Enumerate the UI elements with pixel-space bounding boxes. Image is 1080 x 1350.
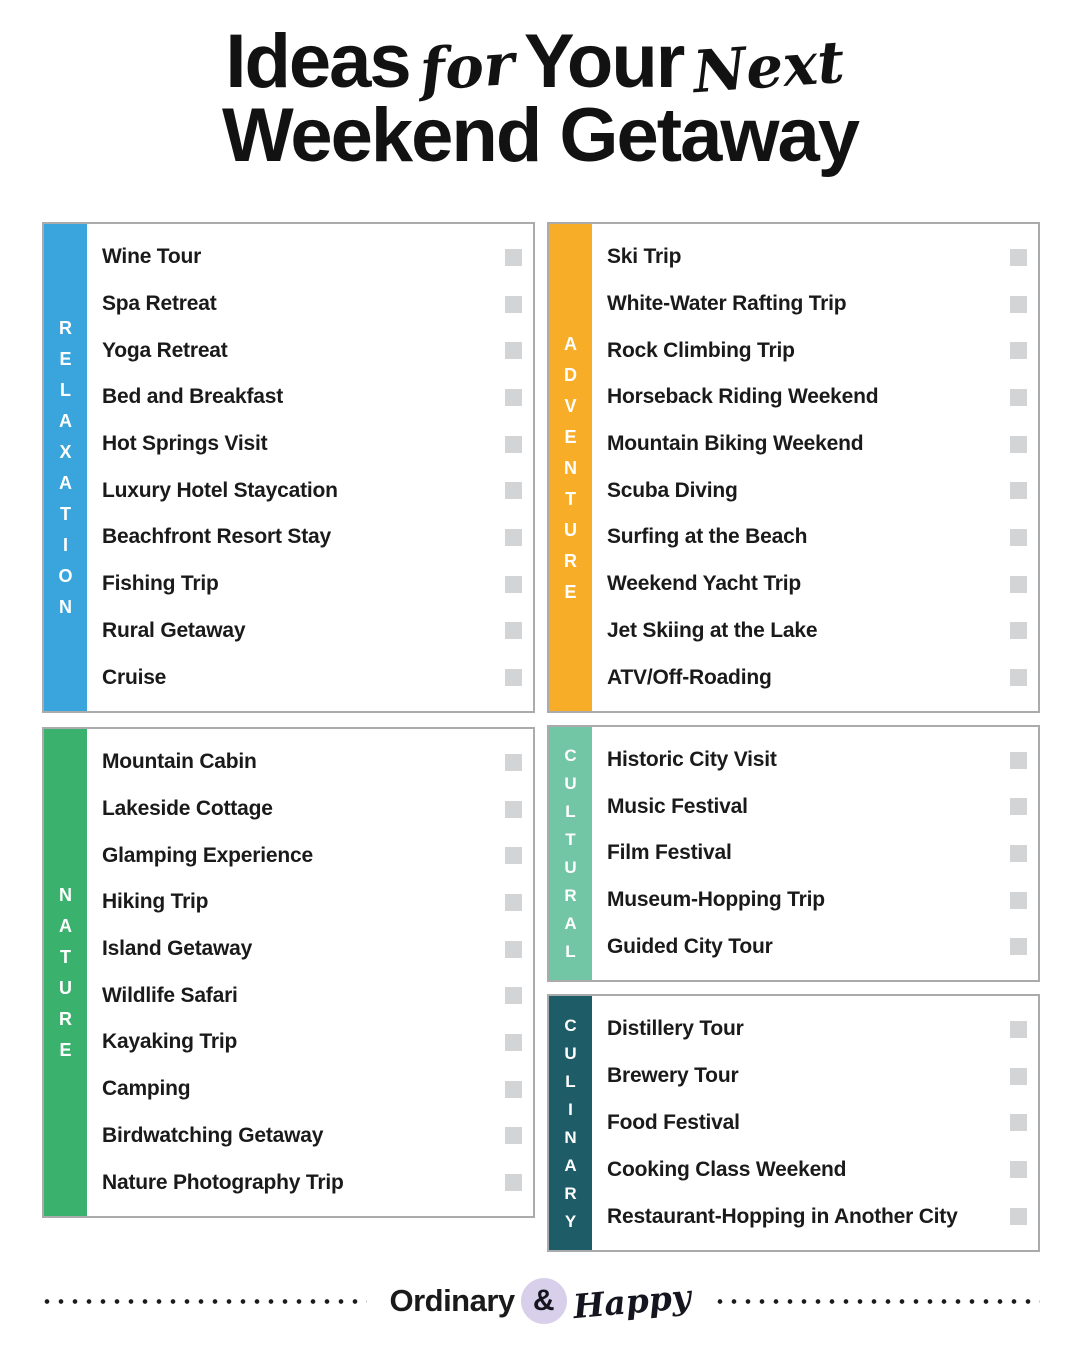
checklist-item [102, 619, 522, 643]
item-label: Glamping Experience [102, 843, 313, 867]
item-checkbox[interactable] [1010, 296, 1027, 313]
item-label: Luxury Hotel Staycation [102, 478, 338, 502]
item-checkbox[interactable] [505, 847, 522, 864]
sidebar-letter: R [59, 1009, 72, 1029]
sidebar-letter: L [565, 1071, 576, 1091]
item-checkbox[interactable] [1010, 1114, 1027, 1131]
checklist-item [102, 385, 522, 409]
item-label: Rural Getaway [102, 618, 246, 642]
item-label: Music Festival [607, 794, 748, 818]
sidebar-letter: I [568, 1099, 573, 1119]
title-word-ideas: Ideas [225, 19, 410, 104]
checklist-item [607, 935, 1027, 959]
sidebar-letter: T [60, 504, 71, 524]
sidebar-letter: X [59, 442, 72, 462]
item-checkbox[interactable] [1010, 845, 1027, 862]
sidebar-letter: E [59, 349, 72, 369]
item-checkbox[interactable] [1010, 752, 1027, 769]
checklist-item [102, 750, 522, 774]
item-checkbox[interactable] [1010, 669, 1027, 686]
title-word-your: Your [523, 19, 684, 104]
item-checkbox[interactable] [1010, 529, 1027, 546]
item-checkbox[interactable] [1010, 436, 1027, 453]
section-cultural-sidebar [549, 727, 592, 980]
item-checkbox[interactable] [505, 622, 522, 639]
sidebar-letter: U [59, 978, 72, 998]
item-label: Food Festival [607, 1110, 740, 1134]
item-checkbox[interactable] [505, 576, 522, 593]
sidebar-letter: R [59, 318, 72, 338]
checklist-item [607, 666, 1027, 690]
section-relaxation-items [87, 224, 533, 711]
item-label: Museum-Hopping Trip [607, 888, 825, 912]
checklist-item [607, 748, 1027, 772]
checklist-item [607, 292, 1027, 316]
sidebar-letter: N [59, 597, 72, 617]
sidebar-letter: A [564, 1155, 577, 1175]
sidebar-letter: T [565, 830, 576, 849]
item-label: Scuba Diving [607, 478, 738, 502]
checklist-item [102, 666, 522, 690]
checklist-item [607, 1064, 1027, 1088]
footer [0, 1252, 1080, 1350]
checklist-item [607, 1205, 1027, 1229]
brand-ampersand-badge: & [521, 1278, 567, 1324]
checklist-item [607, 479, 1027, 503]
item-label: Surfing at the Beach [607, 525, 808, 549]
item-checkbox[interactable] [1010, 938, 1027, 955]
item-checkbox[interactable] [1010, 1161, 1027, 1178]
item-checkbox[interactable] [505, 249, 522, 266]
item-label: Mountain Biking Weekend [607, 432, 864, 456]
section-relaxation [42, 222, 535, 713]
checklist-item [102, 245, 522, 269]
checklist-item [102, 797, 522, 821]
brand-logo [383, 1278, 696, 1324]
sidebar-letter: C [564, 746, 577, 765]
sidebar-letter: Y [564, 1211, 577, 1231]
section-culinary-sidebar [549, 996, 592, 1250]
item-label: Wine Tour [102, 245, 202, 269]
checklist-item [102, 292, 522, 316]
checklist-item [607, 888, 1027, 912]
checklist-item [607, 525, 1027, 549]
checklist-item [102, 1124, 522, 1148]
item-label: Lakeside Cottage [102, 797, 273, 821]
sidebar-letter: R [564, 886, 577, 905]
sidebar-letter: R [564, 1183, 577, 1203]
item-label: White-Water Rafting Trip [607, 292, 847, 316]
item-label: Cooking Class Weekend [607, 1157, 847, 1181]
item-label: Weekend Yacht Trip [607, 572, 802, 596]
checklist-item [607, 795, 1027, 819]
item-checkbox[interactable] [505, 389, 522, 406]
item-label: Nature Photography Trip [102, 1170, 344, 1194]
dotted-line-left [40, 1299, 367, 1304]
item-checkbox[interactable] [505, 482, 522, 499]
checklist-item [607, 1111, 1027, 1135]
checklist-item [607, 572, 1027, 596]
sidebar-letter: A [59, 916, 72, 936]
checklist-item [607, 245, 1027, 269]
sidebar-letter: N [59, 885, 72, 905]
item-checkbox[interactable] [505, 669, 522, 686]
sidebar-letter: U [564, 858, 577, 877]
checklist-item [102, 844, 522, 868]
sidebar-letter: T [565, 488, 576, 509]
sidebar-letter: E [564, 581, 577, 602]
brand-ordinary: Ordinary [389, 1283, 515, 1318]
item-label: Brewery Tour [607, 1064, 739, 1088]
checklist-item [102, 937, 522, 961]
checklist-item [607, 1158, 1027, 1182]
sidebar-letter: U [564, 774, 577, 793]
checklist-item [102, 432, 522, 456]
section-culinary [547, 994, 1040, 1252]
sidebar-letter: I [62, 535, 68, 555]
sidebar-letter: A [59, 411, 72, 431]
item-checkbox[interactable] [505, 754, 522, 771]
item-checkbox[interactable] [1010, 622, 1027, 639]
sidebar-letter: L [565, 802, 576, 821]
item-checkbox[interactable] [505, 436, 522, 453]
item-label: Beachfront Resort Stay [102, 525, 331, 549]
page-title [0, 0, 1080, 222]
sidebar-letter: V [564, 395, 577, 416]
sidebar-letter: T [60, 947, 71, 967]
item-label: Guided City Tour [607, 934, 773, 958]
item-label: Jet Skiing at the Lake [607, 618, 818, 642]
sidebar-letter: L [60, 380, 71, 400]
checklist-item [102, 984, 522, 1008]
sidebar-letter: A [59, 473, 72, 493]
sidebar-letter: E [59, 1040, 72, 1060]
section-adventure [547, 222, 1040, 713]
item-label: Historic City Visit [607, 748, 777, 772]
sections-grid [0, 222, 1080, 1252]
item-checkbox[interactable] [1010, 1021, 1027, 1038]
section-nature [42, 727, 535, 1218]
checklist-item [607, 339, 1027, 363]
item-label: Horseback Riding Weekend [607, 385, 879, 409]
item-checkbox[interactable] [505, 529, 522, 546]
right-column [547, 222, 1040, 1252]
item-label: Fishing Trip [102, 572, 219, 596]
item-label: Distillery Tour [607, 1017, 744, 1041]
item-checkbox[interactable] [1010, 798, 1027, 815]
sidebar-letter: R [564, 550, 577, 571]
item-label: Hiking Trip [102, 890, 209, 914]
checklist-item [102, 1030, 522, 1054]
checklist-item [607, 619, 1027, 643]
item-checkbox[interactable] [505, 1174, 522, 1191]
item-checkbox[interactable] [505, 1127, 522, 1144]
title-weekend-getaway: Weekend Getaway [221, 93, 858, 179]
item-label: Camping [102, 1077, 191, 1101]
checklist-item [102, 525, 522, 549]
item-label: Yoga Retreat [102, 338, 228, 362]
item-checkbox[interactable] [1010, 892, 1027, 909]
item-checkbox[interactable] [1010, 249, 1027, 266]
item-checkbox[interactable] [505, 987, 522, 1004]
section-cultural [547, 725, 1040, 982]
item-checkbox[interactable] [1010, 342, 1027, 359]
sidebar-letter: U [564, 1043, 577, 1063]
item-label: Birdwatching Getaway [102, 1123, 324, 1147]
section-culinary-items [592, 996, 1038, 1250]
title-line-1 [225, 19, 854, 107]
sidebar-letter: U [564, 519, 577, 540]
item-checkbox[interactable] [505, 894, 522, 911]
sidebar-letter: A [564, 333, 577, 354]
item-label: Bed and Breakfast [102, 385, 283, 409]
item-label: ATV/Off-Roading [607, 665, 772, 689]
item-label: Kayaking Trip [102, 1030, 238, 1054]
checklist-item [102, 1077, 522, 1101]
item-label: Restaurant-Hopping in Another City [607, 1204, 958, 1228]
checklist-item [607, 385, 1027, 409]
checklist-item [607, 1017, 1027, 1041]
item-checkbox[interactable] [505, 1034, 522, 1051]
item-checkbox[interactable] [505, 801, 522, 818]
sidebar-letter: D [564, 364, 577, 385]
item-label: Wildlife Safari [102, 983, 238, 1007]
brand-happy: Happy [571, 1276, 693, 1326]
sidebar-letter: C [564, 1015, 577, 1035]
item-label: Mountain Cabin [102, 750, 257, 774]
sidebar-letter: N [564, 1127, 577, 1147]
item-checkbox[interactable] [1010, 576, 1027, 593]
sidebar-letter: L [565, 942, 576, 961]
title-line-2 [221, 93, 858, 179]
item-label: Island Getaway [102, 937, 253, 961]
item-checkbox[interactable] [1010, 1208, 1027, 1225]
section-adventure-sidebar [549, 224, 592, 711]
left-column [42, 222, 535, 1252]
checklist-item [607, 841, 1027, 865]
item-label: Cruise [102, 665, 167, 689]
item-label: Film Festival [607, 841, 732, 865]
checklist-item [102, 479, 522, 503]
title-word-for: for [417, 29, 517, 105]
sidebar-letter: E [564, 426, 577, 447]
item-checkbox[interactable] [1010, 1068, 1027, 1085]
checklist-item [607, 432, 1027, 456]
checklist-item [102, 890, 522, 914]
checklist-item [102, 572, 522, 596]
title-word-next: Next [691, 27, 847, 107]
section-nature-items [87, 729, 533, 1216]
checklist-item [102, 339, 522, 363]
section-nature-sidebar [44, 729, 87, 1216]
sidebar-letter: A [564, 914, 577, 933]
dotted-line-right [713, 1299, 1040, 1304]
sidebar-letter: O [58, 566, 73, 586]
item-checkbox[interactable] [505, 1081, 522, 1098]
item-label: Rock Climbing Trip [607, 338, 795, 362]
section-cultural-items [592, 727, 1038, 980]
item-checkbox[interactable] [1010, 482, 1027, 499]
sidebar-letter: N [564, 457, 577, 478]
checklist-item [102, 1171, 522, 1195]
item-checkbox[interactable] [505, 941, 522, 958]
item-checkbox[interactable] [505, 342, 522, 359]
item-checkbox[interactable] [1010, 389, 1027, 406]
section-relaxation-sidebar [44, 224, 87, 711]
item-checkbox[interactable] [505, 296, 522, 313]
section-adventure-items [592, 224, 1038, 711]
item-label: Spa Retreat [102, 292, 217, 316]
item-label: Ski Trip [607, 245, 682, 269]
item-label: Hot Springs Visit [102, 432, 268, 456]
